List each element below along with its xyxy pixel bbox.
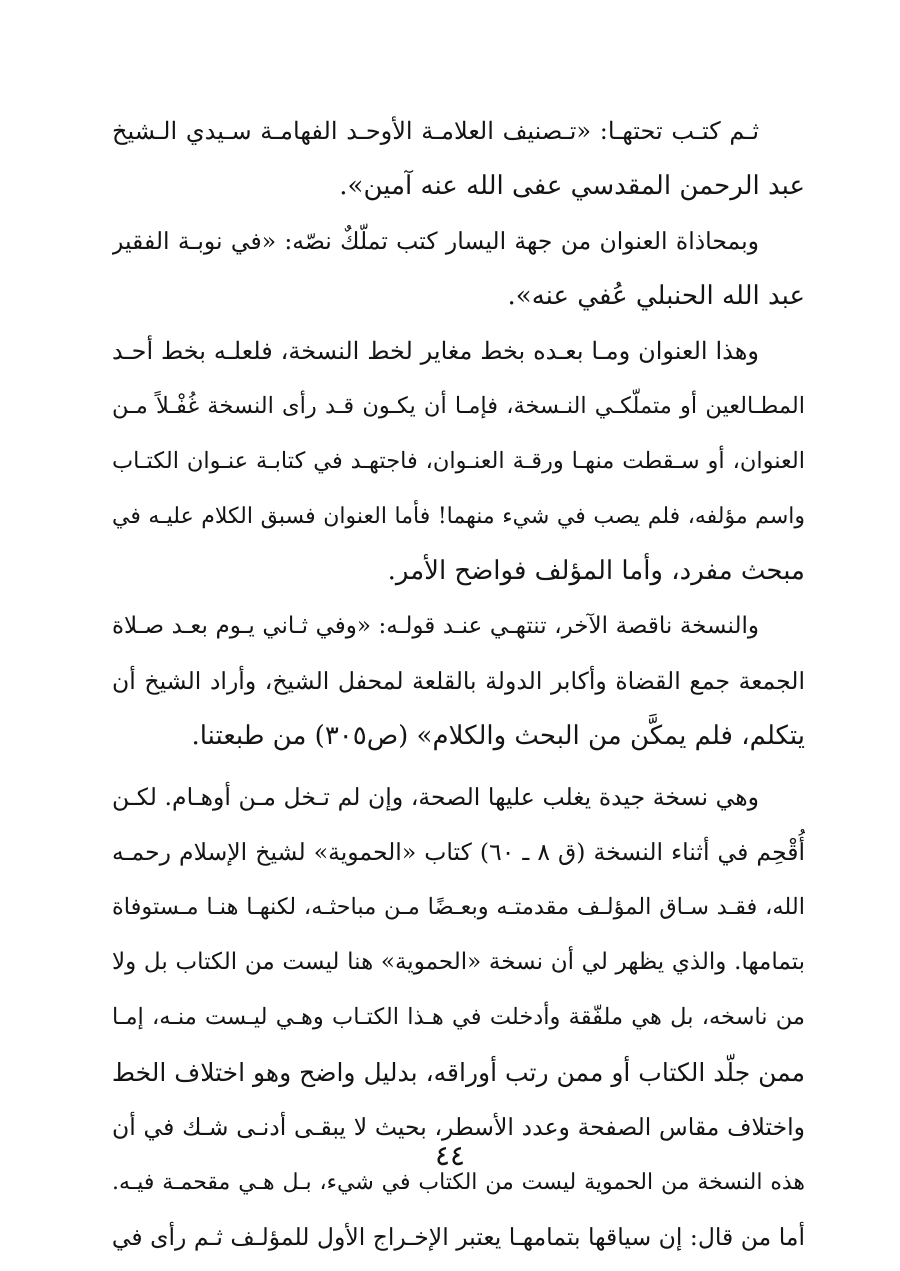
text-line: أما من قال: إن سياقها بتمامهـا يعتبر الإخـراج الأول للمؤلـف ثـم رأى في [112, 1223, 805, 1251]
page-number: ٤٤ [434, 1139, 466, 1172]
text-line: هذه النسخة من الحموية ليست من الكتاب في شيء، بـل هـي مقحمـة فيـه. [112, 1170, 805, 1195]
text-line: والنسخة ناقصة الآخر، تنتهـي عنـد قولـه: «وفي ثـاني يـوم بعـد صـلاة [112, 613, 759, 639]
text-line: بتمامها. والذي يظهر لي أن نسخة «الحموية» هنا ليست من الكتاب بل ولا [112, 949, 805, 975]
text-line: وهذا العنوان ومـا بعـده بخط مغاير لخط النسخة، فلعلـه بخط أحـد [112, 337, 759, 365]
text-line: عبد الله الحنبلي عُفي عنه». [507, 281, 805, 311]
text-line: المطـالعين أو متملّكـي النـسخة، فإمـا أن يكـون قـد رأى النسخة غُفْـلاً مـن [112, 393, 805, 419]
text-line: يتكلم، فلم يمكَّن من البحث والكلام» (ص٣٠٥) من طبعتنا. [191, 721, 805, 751]
text-line: من ناسخه، بل هي ملفّقة وأدخلت في هـذا الكتـاب وهـي ليـست منـه، إمـا [112, 1004, 805, 1030]
text-line: ثـم كتـب تحتهـا: «تـصنيف العلامـة الأوحـد الفهامـة سـيدي الـشيخ [112, 117, 759, 145]
text-line: وبمحاذاة العنوان من جهة اليسار كتب تملّكٌ نصّه: «في نوبـة الفقير [112, 227, 759, 255]
text-line: الله، فقـد سـاق المؤلـف مقدمتـه وبعـضًا مـن مباحثـه، لكنهـا هنـا مـستوفاة [112, 894, 805, 920]
text-line: وهي نسخة جيدة يغلب عليها الصحة، وإن لم تـخل مـن أوهـام. لكـن [112, 783, 759, 811]
text-line: واختلاف مقاس الصفحة وعدد الأسطر، بحيث لا يبقـى أدنـى شـك في أن [112, 1113, 805, 1141]
text-line: عبد الرحمن المقدسي عفى الله عنه آمين». [339, 171, 805, 201]
text-line: ممن جلّد الكتاب أو ممن رتب أوراقه، بدليل واضح وهو اختلاف الخط [112, 1058, 805, 1087]
text-line: الجمعة جمع القضاة وأكابر الدولة بالقلعة لمحفل الشيخ، وأراد الشيخ أن [112, 667, 805, 695]
text-line: واسم مؤلفه، فلم يصب في شيء منهما! فأما العنوان فسبق الكلام عليـه في [112, 504, 805, 529]
text-line: العنوان، أو سـقطت منهـا ورقـة العنـوان، فاجتهـد في كتابـة عنـوان الكتـاب [112, 448, 805, 474]
text-line: أُقْحِم في أثناء النسخة (ق ٨ ـ ٦٠) كتاب «الحموية» لشيخ الإسلام رحمـه [112, 838, 805, 866]
text-line: مبحث مفرد، وأما المؤلف فواضح الأمر. [387, 556, 805, 586]
body-text [112, 104, 805, 1265]
